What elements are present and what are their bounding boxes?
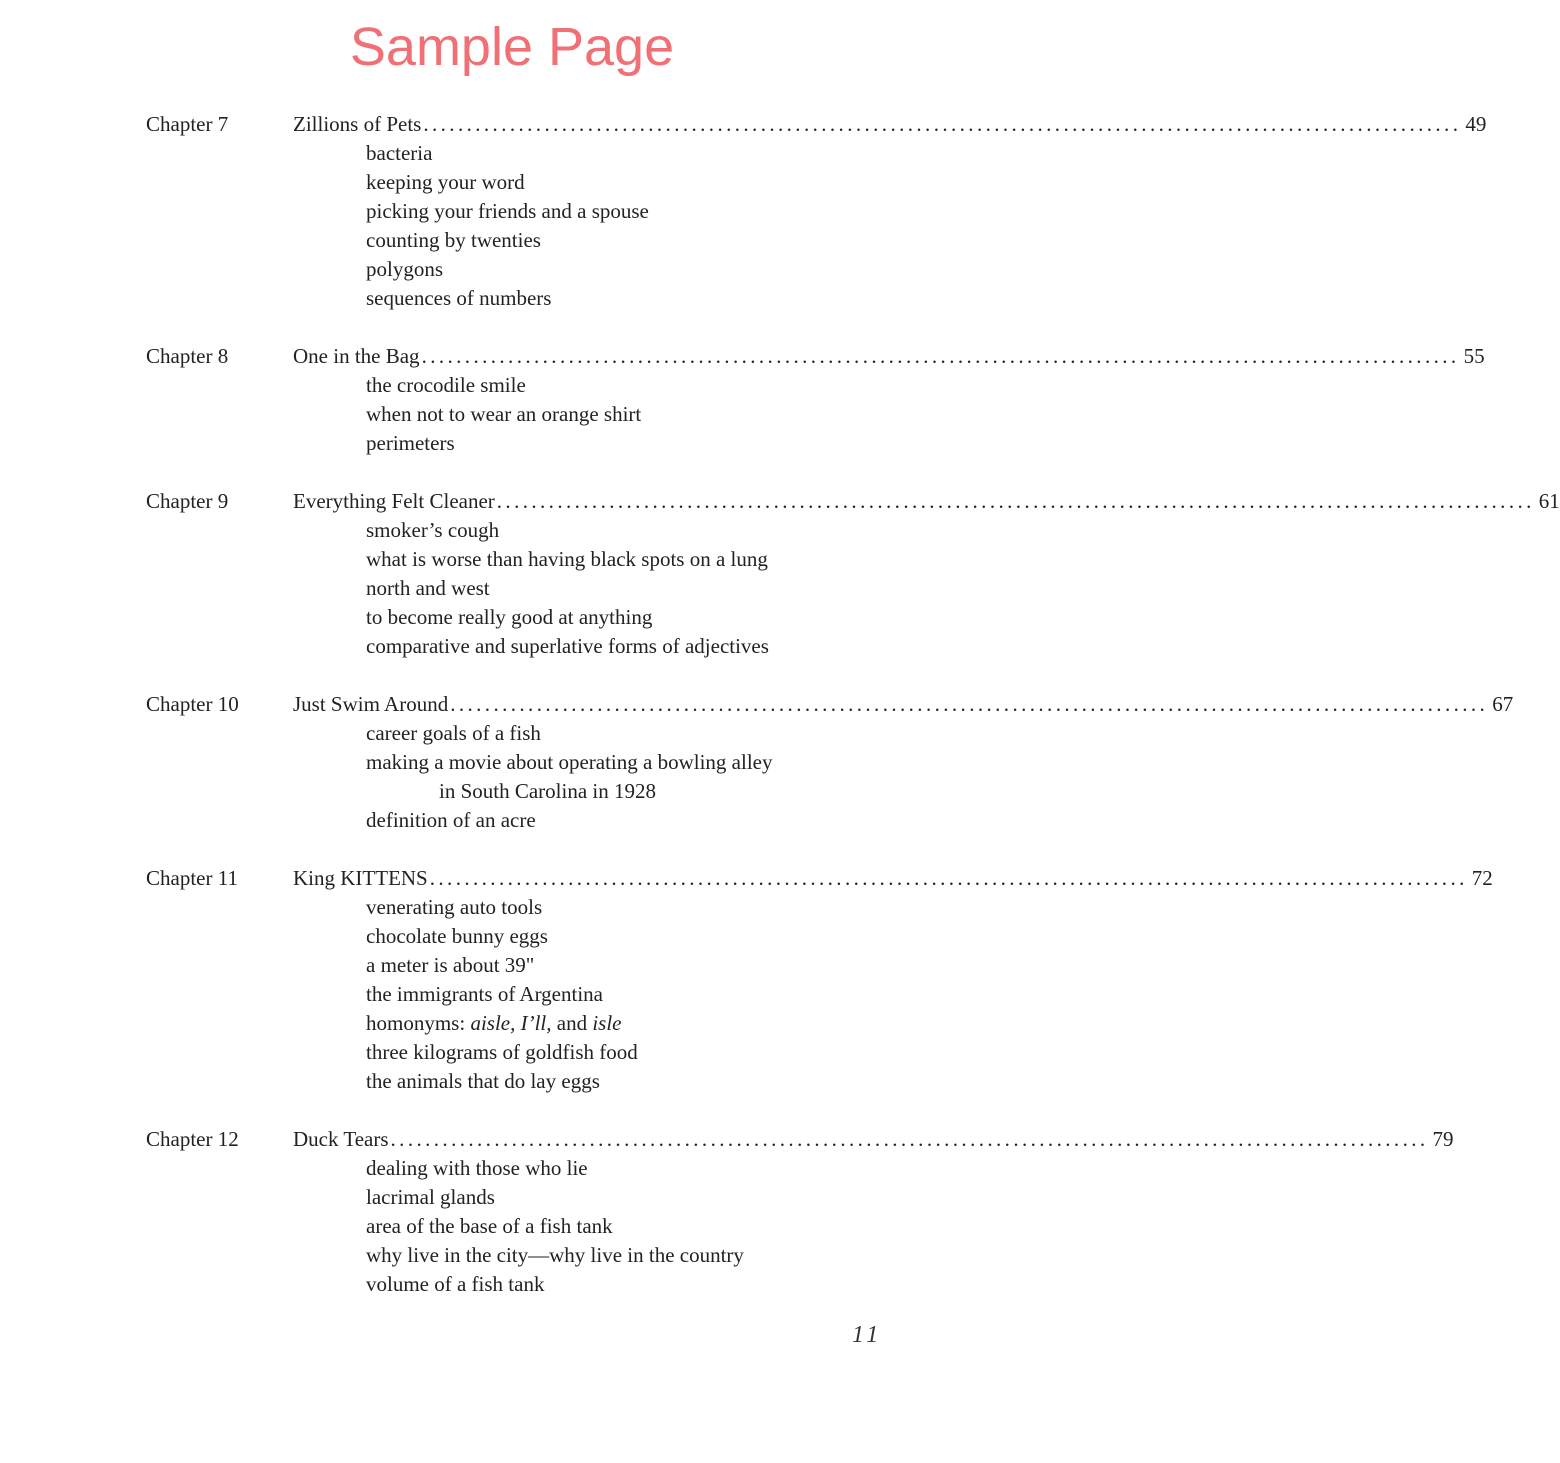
dot-leader: ........................................................................................................................ [429,866,1468,890]
topic-item: what is worse than having black spots on a lung [366,547,768,571]
topic-item: to become really good at anything [366,605,653,629]
chapter-topics [146,139,878,313]
chapter-12-entry [146,1125,1454,1299]
chapter-page-number: 67 [1492,692,1514,716]
topic-item: volume of a fish tank [366,1272,545,1296]
topic-item-continuation: in South Carolina in 1928 [439,779,656,803]
topic-item: smoker’s cough [366,518,500,542]
chapter-topics [146,1154,878,1299]
topic-item: dealing with those who lie [366,1156,588,1180]
topic-item: counting by twenties [366,228,541,252]
dot-leader: ........................................................................................................................ [423,112,1462,136]
topic-item: career goals of a fish [366,721,541,745]
topic-item: area of the base of a fish tank [366,1214,613,1238]
chapter-heading-row [146,487,1560,516]
chapter-page-number: 49 [1465,112,1487,136]
chapter-title: Duck Tears [293,1127,389,1151]
chapter-topics [146,371,878,458]
topic-item: lacrimal glands [366,1185,495,1209]
chapter-label: Chapter 12 [146,1127,239,1151]
topic-item: the crocodile smile [366,373,526,397]
chapter-heading-row [146,1125,1454,1154]
topic-item: keeping your word [366,170,525,194]
chapter-page-number: 72 [1471,866,1493,890]
topic-item: definition of an acre [366,808,536,832]
homonyms-joiner: and [551,1011,593,1035]
chapter-title: Everything Felt Cleaner [293,489,495,513]
table-of-contents [146,110,1560,1328]
chapter-page-number: 55 [1463,344,1485,368]
chapter-title: One in the Bag [293,344,420,368]
topic-item: why live in the city—why live in the country [366,1243,744,1267]
dot-leader: ........................................................................................................................ [390,1127,1429,1151]
homonyms-prefix: homonyms: [366,1011,471,1035]
chapter-topics [146,719,878,835]
sample-page-watermark: Sample Page [349,17,675,77]
topic-item: venerating auto tools [366,895,543,919]
chapter-label: Chapter 8 [146,344,229,368]
topic-item: perimeters [366,431,455,455]
chapter-title: Zillions of Pets [293,112,422,136]
topic-item: a meter is about 39" [366,953,535,977]
chapter-label: Chapter 10 [146,692,239,716]
chapter-page-number: 61 [1538,489,1560,513]
topic-item: the immigrants of Argentina [366,982,603,1006]
homonyms-word-1: aisle, I’ll, [470,1011,552,1035]
chapter-heading-row [146,110,1487,139]
topic-item: polygons [366,257,444,281]
topic-item: picking your friends and a spouse [366,199,649,223]
topic-item: three kilograms of goldfish food [366,1040,638,1064]
topic-item: comparative and superlative forms of adjectives [366,634,769,658]
chapter-title: King KITTENS [293,866,428,890]
chapter-topics [146,516,878,661]
chapter-11-entry [146,864,1493,1096]
chapter-10-entry [146,690,1514,835]
chapter-label: Chapter 11 [146,866,238,890]
topic-item: when not to wear an orange shirt [366,402,642,426]
chapter-page-number: 79 [1432,1127,1454,1151]
topic-item: sequences of numbers [366,286,552,310]
chapter-label: Chapter 7 [146,112,229,136]
chapter-label: Chapter 9 [146,489,229,513]
chapter-title: Just Swim Around [293,692,449,716]
chapter-heading-row [146,864,1493,893]
topic-item: making a movie about operating a bowling alley [366,750,773,774]
chapter-8-entry [146,342,1485,458]
chapter-7-entry [146,110,1487,313]
chapter-9-entry [146,487,1560,661]
topic-item: chocolate bunny eggs [366,924,548,948]
dot-leader: ........................................................................................................................ [421,344,1460,368]
page-number-folio: 11 [852,1322,883,1348]
dot-leader: ........................................................................................................................ [450,692,1489,716]
chapter-heading-row [146,690,1514,719]
topic-item: north and west [366,576,490,600]
homonyms-word-2: isle [592,1011,622,1035]
topic-item: the animals that do lay eggs [366,1069,600,1093]
topic-item: bacteria [366,141,433,165]
chapter-topics [146,893,878,1096]
chapter-heading-row [146,342,1485,371]
dot-leader: ........................................................................................................................ [496,489,1535,513]
topic-item-homonyms [366,1009,878,1038]
